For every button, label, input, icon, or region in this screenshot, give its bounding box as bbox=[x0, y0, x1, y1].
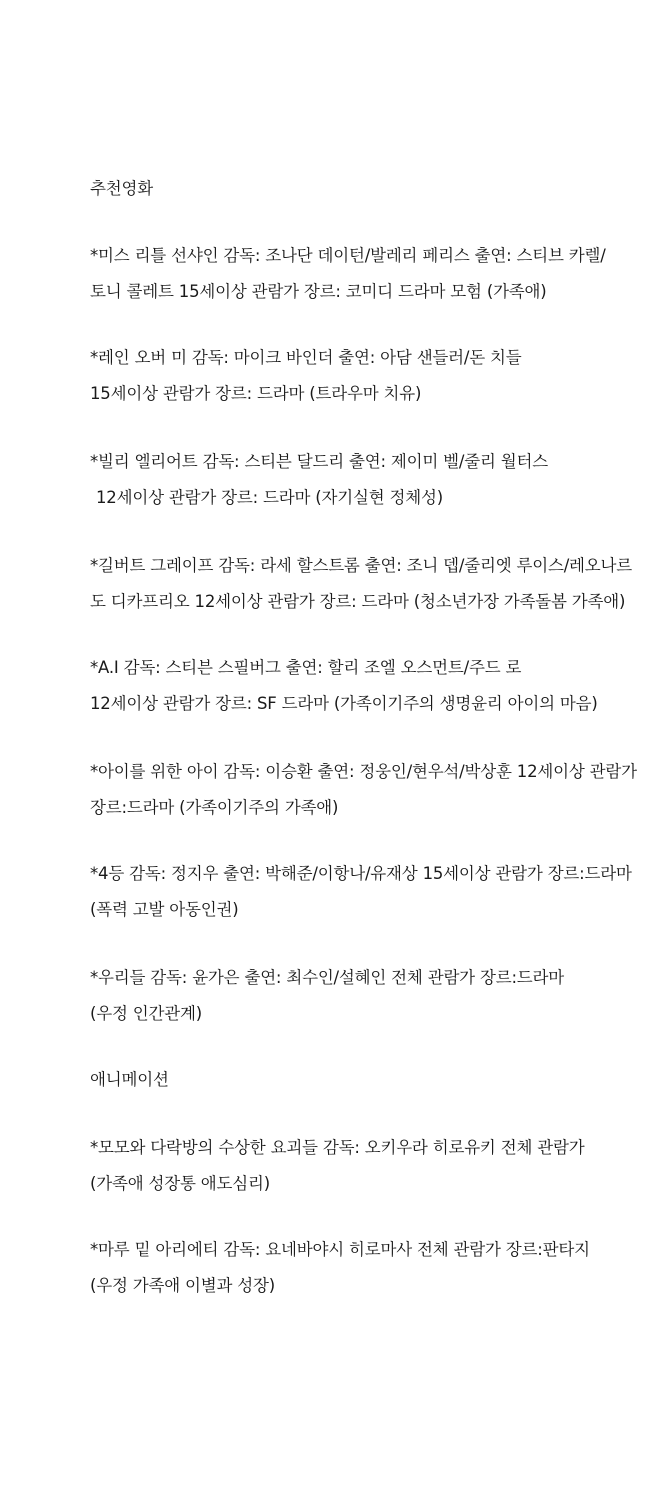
movie-item-child-for-child-line1: *아이를 위한 아이 감독: 이승환 출연: 정웅인/현우석/박상훈 12세이상 관람가 bbox=[90, 762, 637, 781]
movie-item-little-miss-sunshine-line2: 토니 콜레트 15세이상 관람가 장르: 코미디 드라마 모험 (가족애) bbox=[90, 282, 547, 301]
movie-item-gilbert-grape-line1: *길버트 그레이프 감독: 라세 할스트롬 출연: 조니 뎁/줄리엣 루이스/레오나르 bbox=[90, 556, 633, 575]
movie-item-momo-line1: *모모와 다락방의 수상한 요괴들 감독: 오키우라 히로유키 전체 관람가 bbox=[90, 1138, 585, 1157]
movie-item-the-world-of-us-line1: *우리들 감독: 윤가은 출연: 최수인/설혜인 전체 관람가 장르:드라마 bbox=[90, 968, 565, 987]
movie-item-child-for-child-line2: 장르:드라마 (가족이기주의 가족애) bbox=[90, 798, 339, 817]
movie-item-reign-over-me-line1: *레인 오버 미 감독: 마이크 바인더 출연: 아담 샌들러/돈 치들 bbox=[90, 348, 522, 367]
movie-item-momo-line2: (가족애 성장통 애도심리) bbox=[90, 1174, 270, 1193]
movie-item-little-miss-sunshine-line1: *미스 리틀 선샤인 감독: 조나단 데이턴/발레리 페리스 출연: 스티브 카렐/ bbox=[90, 246, 606, 265]
section-heading-animation: 애니메이션 bbox=[90, 1070, 169, 1089]
movie-item-arrietty-line1: *마루 밑 아리에티 감독: 요네바야시 히로마사 전체 관람가 장르:판타지 bbox=[90, 1240, 590, 1259]
movie-item-4th-place-line1: *4등 감독: 정지우 출연: 박해준/이항나/유재상 15세이상 관람가 장르:드라마 bbox=[90, 864, 632, 883]
section-heading-recommended-movies: 추천영화 bbox=[90, 179, 153, 198]
movie-item-arrietty-line2: (우정 가족애 이별과 성장) bbox=[90, 1276, 275, 1295]
movie-item-billy-elliot-line1: *빌리 엘리어트 감독: 스티븐 달드리 출연: 제이미 벨/줄리 월터스 bbox=[90, 452, 548, 471]
movie-item-gilbert-grape-line2: 도 디카프리오 12세이상 관람가 장르: 드라마 (청소년가장 가족돌봄 가족애) bbox=[90, 592, 626, 611]
movie-item-ai-line1: *A.I 감독: 스티븐 스필버그 출연: 할리 조엘 오스먼트/주드 로 bbox=[90, 658, 522, 677]
movie-item-4th-place-line2: (폭력 고발 아동인권) bbox=[90, 900, 239, 919]
movie-item-billy-elliot-line2: 12세이상 관람가 장르: 드라마 (자기실현 정체성) bbox=[96, 488, 443, 507]
movie-item-ai-line2: 12세이상 관람가 장르: SF 드라마 (가족이기주의 생명윤리 아이의 마음) bbox=[90, 694, 598, 713]
movie-item-the-world-of-us-line2: (우정 인간관계) bbox=[90, 1004, 202, 1023]
movie-item-reign-over-me-line2: 15세이상 관람가 장르: 드라마 (트라우마 치유) bbox=[90, 384, 422, 403]
